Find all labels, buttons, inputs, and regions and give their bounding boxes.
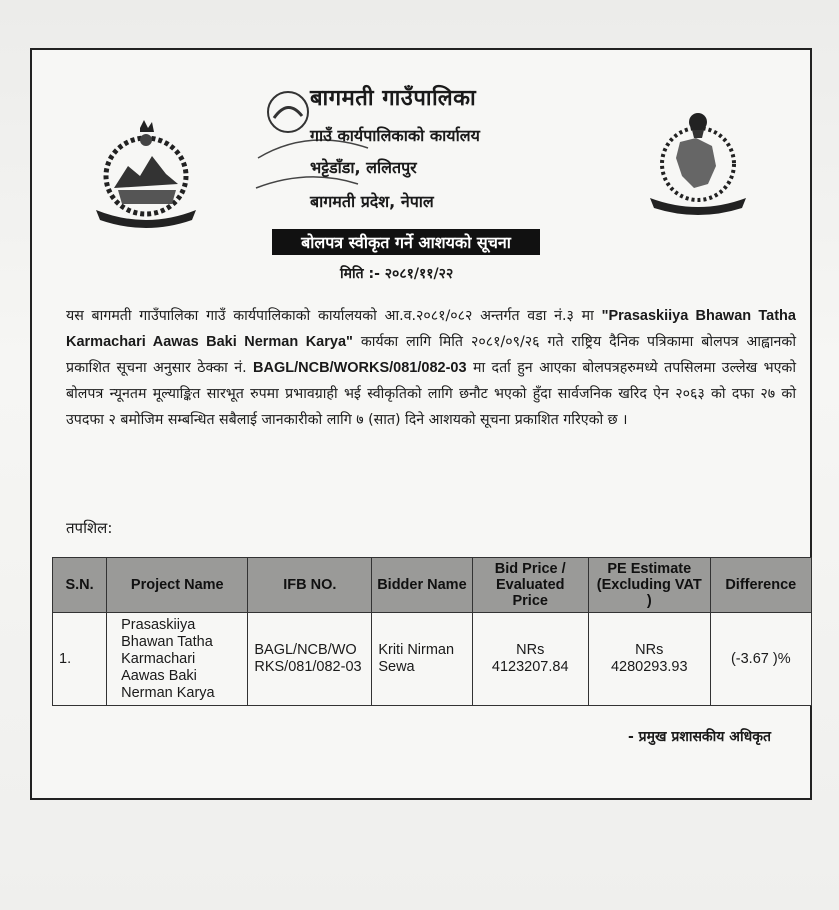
- body-project-name: "Prasaskiiya Bhawan Tatha Karmachari Aawas Baki Nerman Karya": [66, 308, 796, 350]
- office-location: भट्टेडाँडा, ललितपुर: [310, 158, 417, 177]
- municipality-logo-icon: [646, 112, 750, 222]
- header-ifb-no: IFB NO.: [248, 558, 372, 613]
- cell-pe-estimate: NRs 4280293.93: [588, 613, 710, 706]
- body-part-b: कार्यका लागि मिति २०८१/०९/२६ गते राष्ट्रिय दैनिक पत्रिकामा बोलपत्र आह्वानको प्रकाशित सूचना अनुसार ठेक्का नं.: [66, 334, 796, 376]
- table-row: [53, 613, 812, 706]
- body-ifb-number: BAGL/NCB/WORKS/081/082-03: [253, 360, 467, 376]
- cell-bid-price: NRs 4123207.84: [472, 613, 588, 706]
- nepal-emblem-icon: [88, 118, 204, 230]
- header-sn: S.N.: [53, 558, 107, 613]
- cell-project-name: Prasaskiiya Bhawan Tatha Karmachari Aawas Baki Nerman Karya: [107, 613, 248, 706]
- notice-body: [66, 303, 796, 433]
- notice-date: मिति :- २०८१/११/२२: [340, 266, 454, 282]
- signatory: - प्रमुख प्रशासकीय अधिकृत: [628, 729, 771, 745]
- cell-bidder-name: Kriti Nirman Sewa: [372, 613, 472, 706]
- table-header-row: [53, 558, 812, 613]
- cell-ifb-no: BAGL/NCB/WORKS/081/082-03: [248, 613, 372, 706]
- details-label: तपशिल:: [66, 519, 113, 537]
- bid-table: [52, 557, 812, 706]
- header-pe-estimate: PE Estimate (Excluding VAT ): [588, 558, 710, 613]
- notice-title: बोलपत्र स्वीकृत गर्ने आशयको सूचना: [272, 229, 540, 255]
- cell-sn: 1.: [53, 613, 107, 706]
- cell-difference: (-3.67 )%: [710, 613, 811, 706]
- body-part-c: मा दर्ता हुन आएका बोलपत्रहरुमध्ये तपसिलमा उल्लेख भएको बोलपत्र न्यूनतम मूल्याङ्कित सारभूत रुपमा प्रभावग्राही भई स्वीकृतिको लागि छनौट भएको हुँदा सार्वजनिक खरिद ऐन २०६३ को दफा २७ को उपदफा २ बमोजिम सम्बन्धित सबैलाई जानकारीको लागि ७ (सात) दिने आशयको सूचना प्रकाशित गरिएको छ ।: [66, 360, 796, 428]
- office-name: गाउँ कार्यपालिकाको कार्यालय: [310, 126, 480, 145]
- municipality-name: बागमती गाउँपालिका: [310, 86, 477, 111]
- header-bidder-name: Bidder Name: [372, 558, 472, 613]
- province-country: बागमती प्रदेश, नेपाल: [310, 192, 434, 211]
- header-bid-price: Bid Price / Evaluated Price: [472, 558, 588, 613]
- header-difference: Difference: [710, 558, 811, 613]
- body-part-a: यस बागमती गाउँपालिका गाउँ कार्यपालिकाको कार्यालयको आ.व.२०८१/०८२ अन्तर्गत वडा नं.३ मा: [66, 308, 594, 324]
- header-project-name: Project Name: [107, 558, 248, 613]
